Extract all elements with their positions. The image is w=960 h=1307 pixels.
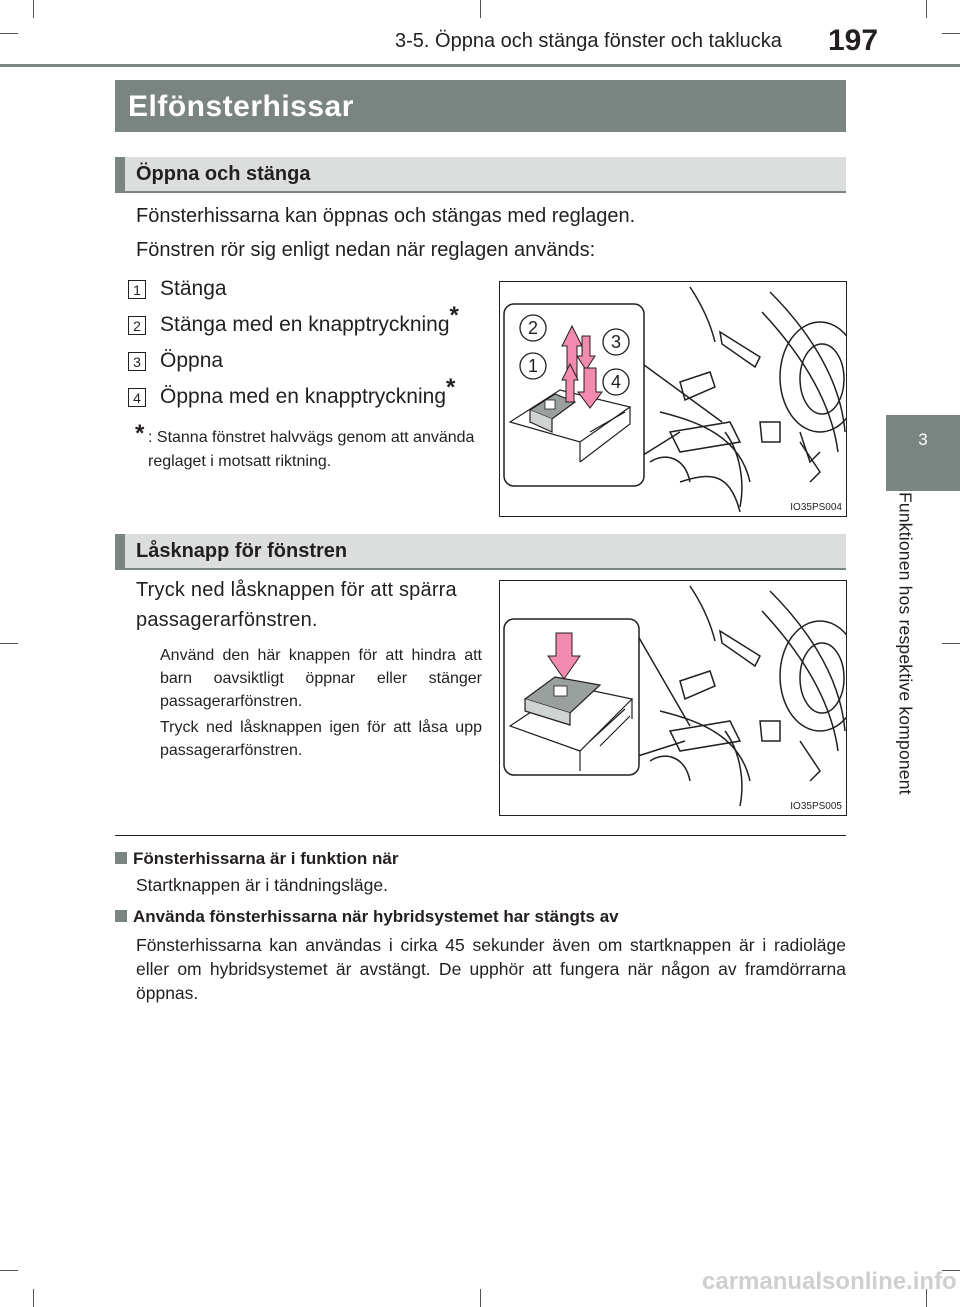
intro-text: Fönsterhissarna kan öppnas och stängas med reglagen. <box>136 205 636 227</box>
list-item: Stänga med en knapptryckning* <box>160 302 459 336</box>
list-item: Öppna <box>160 349 224 372</box>
lock-intro: Tryck ned låsknappen för att spärra passagerarfönstren. <box>136 579 457 631</box>
note-body: Startknappen är i tändningsläge. <box>136 875 388 895</box>
crop-mark <box>942 643 960 644</box>
item-number: 4 <box>128 388 146 407</box>
list-item: Stänga <box>160 277 227 300</box>
bullet-square-icon <box>115 910 127 922</box>
list-item: Öppna med en knapptryckning* <box>160 374 456 408</box>
header-rule <box>0 64 960 67</box>
item-number: 3 <box>128 352 146 371</box>
crop-mark <box>33 0 34 18</box>
figure-lock-switch <box>499 580 847 816</box>
subsection-bar-lock <box>115 534 846 570</box>
lock-note: Använd den här knappen för att hindra att barn oavsiktligt öppnar eller stänger passagerarfönstren. <box>160 647 482 710</box>
section-title-bar <box>115 80 846 132</box>
callout-4: 4 <box>610 372 622 392</box>
page-number: 197 <box>828 24 879 57</box>
note-heading: Fönsterhissarna är i funktion när <box>115 849 398 869</box>
bar-marker <box>115 534 125 568</box>
footnote-mark: * <box>135 420 145 447</box>
crop-mark <box>480 1289 481 1307</box>
chapter-tab <box>886 415 960 491</box>
note-body: Fönsterhissarna kan användas i cirka 45 sekunder även om startknappen är i radioläge eller om hybridsystemet är avstängt. De upphör att fungera när någon av framdörrarna öppnas. <box>136 935 846 1003</box>
figure-id: IO35PS004 <box>790 502 842 513</box>
chapter-number: 3 <box>918 430 928 449</box>
crop-mark <box>0 1270 18 1271</box>
window-switch-illustration <box>500 282 846 516</box>
crop-mark <box>926 0 927 18</box>
note-heading: Använda fönsterhissarna när hybridsystemet har stängts av <box>115 907 619 927</box>
crop-mark <box>0 643 18 644</box>
lock-switch-illustration <box>500 581 846 815</box>
bar-marker <box>115 157 125 191</box>
footnote: : Stanna fönstret halvvägs genom att använda reglaget i motsatt riktning. <box>148 429 475 470</box>
item-number: 2 <box>128 316 146 335</box>
crop-mark <box>480 0 481 18</box>
section-header: 3-5. Öppna och stänga fönster och taklucka <box>395 30 782 52</box>
item-number: 1 <box>128 280 146 299</box>
figure-id: IO35PS005 <box>790 801 842 812</box>
watermark: carmanualsonline.info <box>702 1268 957 1295</box>
subsection-heading: Öppna och stänga <box>136 163 311 185</box>
bullet-square-icon <box>115 852 127 864</box>
callout-2: 2 <box>527 318 539 338</box>
crop-mark <box>942 33 960 34</box>
callout-1: 1 <box>527 356 539 376</box>
lock-note: Tryck ned låsknappen igen för att låsa upp passagerarfönstren. <box>160 719 482 759</box>
subsection-bar-open-close <box>115 157 846 193</box>
section-title: Elfönsterhissar <box>128 90 354 123</box>
callout-3: 3 <box>610 332 622 352</box>
chapter-label: Funktionen hos respektive komponent <box>895 492 916 795</box>
crop-mark <box>33 1289 34 1307</box>
subsection-heading: Låsknapp för fönstren <box>136 540 348 562</box>
crop-mark <box>0 33 18 34</box>
intro-text: Fönstren rör sig enligt nedan när reglagen används: <box>136 239 596 261</box>
figure-window-switch <box>499 281 847 517</box>
divider <box>115 835 846 836</box>
